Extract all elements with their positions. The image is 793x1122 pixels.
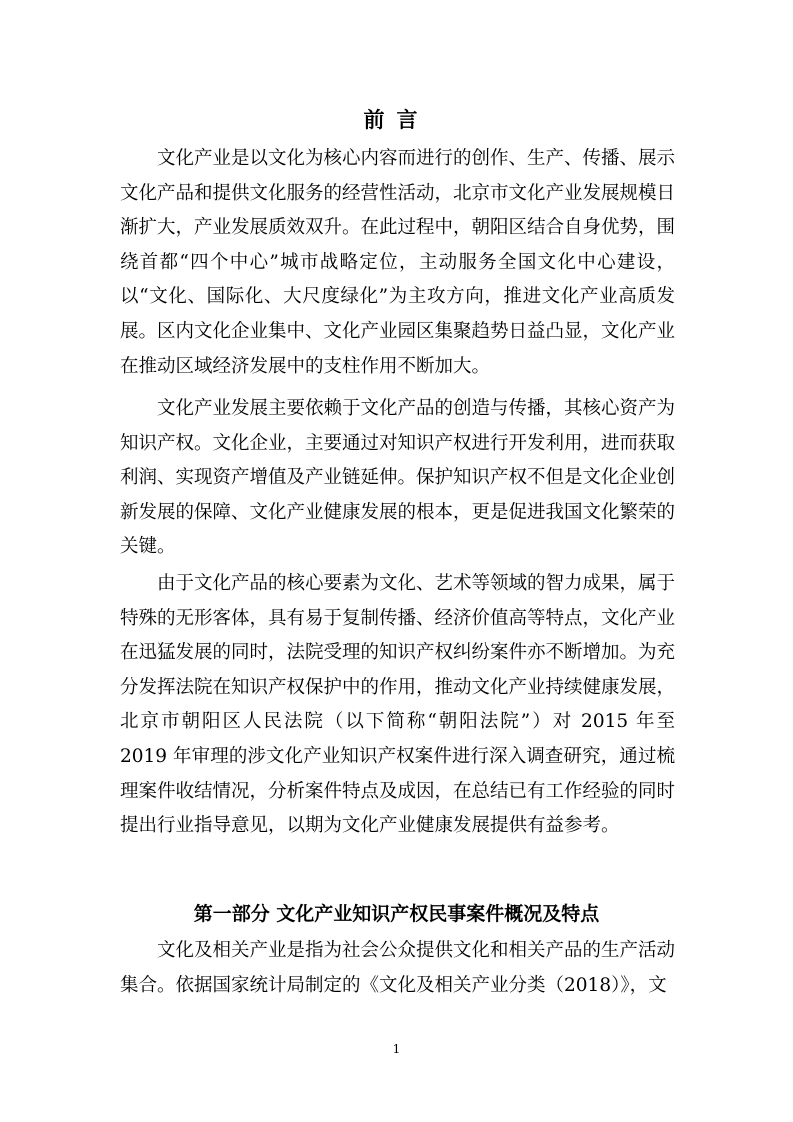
preface-paragraph: 文化产业是以文化为核心内容而进行的创作、生产、传播、展示文化产品和提供文化服务的经营性活动，北京市文化产业发展规模日渐扩大，产业发展质效双升。在此过程中，朝阳区结合自身优势，围绕首都“四个中心”城市战略定位，主动服务全国文化中心建设，以“文化、国际化、大尺度绿化”为主攻方向，推进文化产业高质发展。区内文化企业集中、文化产业园区集聚趋势日益凸显，文化产业在推动区域经济发展中的支柱作用不断加大。 bbox=[120, 148, 676, 377]
preface-paragraph: 文化产业发展主要依赖于文化产品的创造与传播，其核心资产为知识产权。文化企业，主要通过对知识产权进行开发利用，进而获取利润、实现资产增值及产业链延伸。保护知识产权不但是文化企业创新发展的保障、文化产业健康发展的根本，更是促进我国文化繁荣的关键。 bbox=[120, 398, 676, 558]
section-paragraph: 文化及相关产业是指为社会公众提供文化和相关产品的生产活动集合。依据国家统计局制定的《文化及相关产业分类（2018）》，文 bbox=[120, 940, 676, 996]
section-heading: 第一部分 文化产业知识产权民事案件概况及特点 bbox=[193, 903, 600, 925]
page-title: 前言 bbox=[363, 107, 430, 132]
page-number: 1 bbox=[392, 1042, 401, 1056]
preface-paragraph: 由于文化产品的核心要素为文化、艺术等领域的智力成果，属于特殊的无形客体，具有易于复制传播、经济价值高等特点，文化产业在迅猛发展的同时，法院受理的知识产权纠纷案件亦不断增加。为充分发挥法院在知识产权保护中的作用，推动文化产业持续健康发展，北京市朝阳区人民法院（以下简称“朝阳法院”）对 2015 年至 2019 年审理的涉文化产业知识产权案件进行深入调查研究，通过梳理案件收结情况，分析案件特点及成因，在总结已有工作经验的同时提出行业指导意见，以期为文化产业健康发展提供有益参考。 bbox=[120, 573, 676, 837]
